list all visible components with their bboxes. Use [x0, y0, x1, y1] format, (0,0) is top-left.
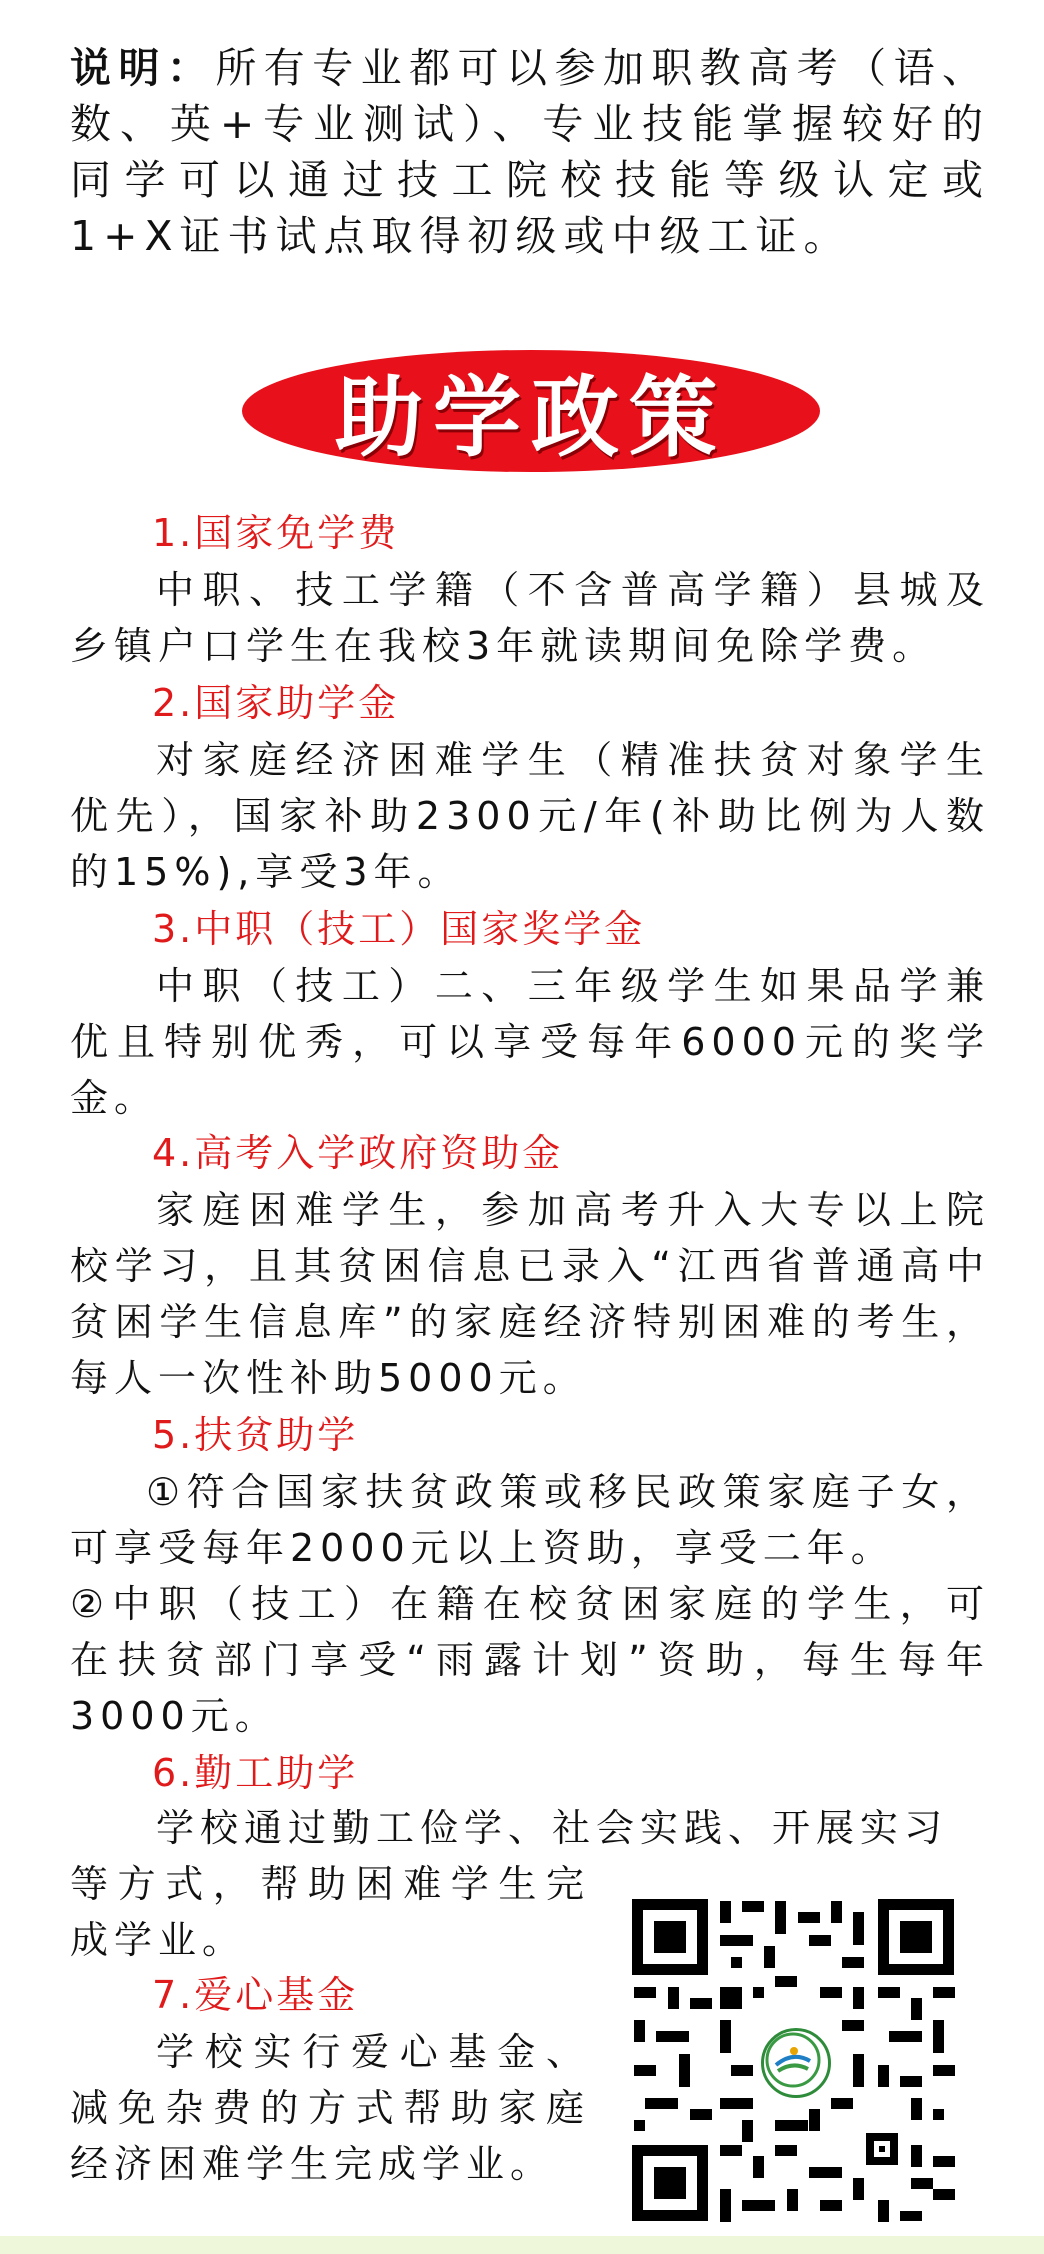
- section-heading-3: 3.中职（技工）国家奖学金: [152, 907, 646, 951]
- section-text-7: 学校实行爱心基金、减免杂费的方式帮助家庭经济困难学生完成学业。: [70, 2030, 590, 2186]
- section-text-3: 中职（技工）二、三年级学生如果品学兼优且特别优秀，可以享受每年6000元的奖学金。: [70, 964, 990, 1120]
- section-text-5b: ②中职（技工）在籍在校贫困家庭的学生，可在扶贫部门享受“雨露计划”资助，每生每年3000元。: [70, 1582, 990, 1738]
- section-text-5a: ①符合国家扶贫政策或移民政策家庭子女，可享受每年2000元以上资助，享受二年。: [70, 1470, 990, 1570]
- title-banner: [242, 350, 820, 472]
- intro-label: 说明：: [70, 44, 216, 92]
- section-heading-6: 6.勤工助学: [152, 1751, 359, 1795]
- section-heading-2: 2.国家助学金: [152, 681, 400, 725]
- qr-code[interactable]: [628, 1895, 958, 2225]
- section-text-4: 家庭困难学生，参加高考升入大专以上院校学习，且其贫困信息已录入“江西省普通高中贫困学生信息库”的家庭经济特别困难的考生，每人一次性补助5000元。: [70, 1188, 990, 1400]
- section-heading-1: 1.国家免学费: [152, 511, 400, 555]
- banner-title: 助学政策: [334, 365, 727, 469]
- section-text-6b: 等方式，帮助困难学生完成学业。: [70, 1862, 590, 1962]
- school-logo-icon: [761, 2028, 831, 2098]
- section-text-2: 对家庭经济困难学生（精准扶贫对象学生优先），国家补助2300元/年(补助比例为人数的15%),享受3年。: [70, 738, 990, 894]
- section-heading-4: 4.高考入学政府资助金: [152, 1131, 564, 1175]
- section-text-6a: 学校通过勤工俭学、社会实践、开展实习: [156, 1806, 949, 1850]
- section-heading-7: 7.爱心基金: [152, 1973, 359, 2017]
- intro-text: 所有专业都可以参加职教高考（语、数、英+专业测试）、专业技能掌握较好的同学可以通过技工院校技能等级认定或1+X证书试点取得初级或中级工证。: [70, 44, 991, 260]
- bottom-band: [0, 2236, 1044, 2254]
- section-text-1: 中职、技工学籍（不含普高学籍）县城及乡镇户口学生在我校3年就读期间免除学费。: [70, 568, 990, 668]
- section-heading-5: 5.扶贫助学: [152, 1413, 359, 1457]
- intro-paragraph: [70, 40, 990, 264]
